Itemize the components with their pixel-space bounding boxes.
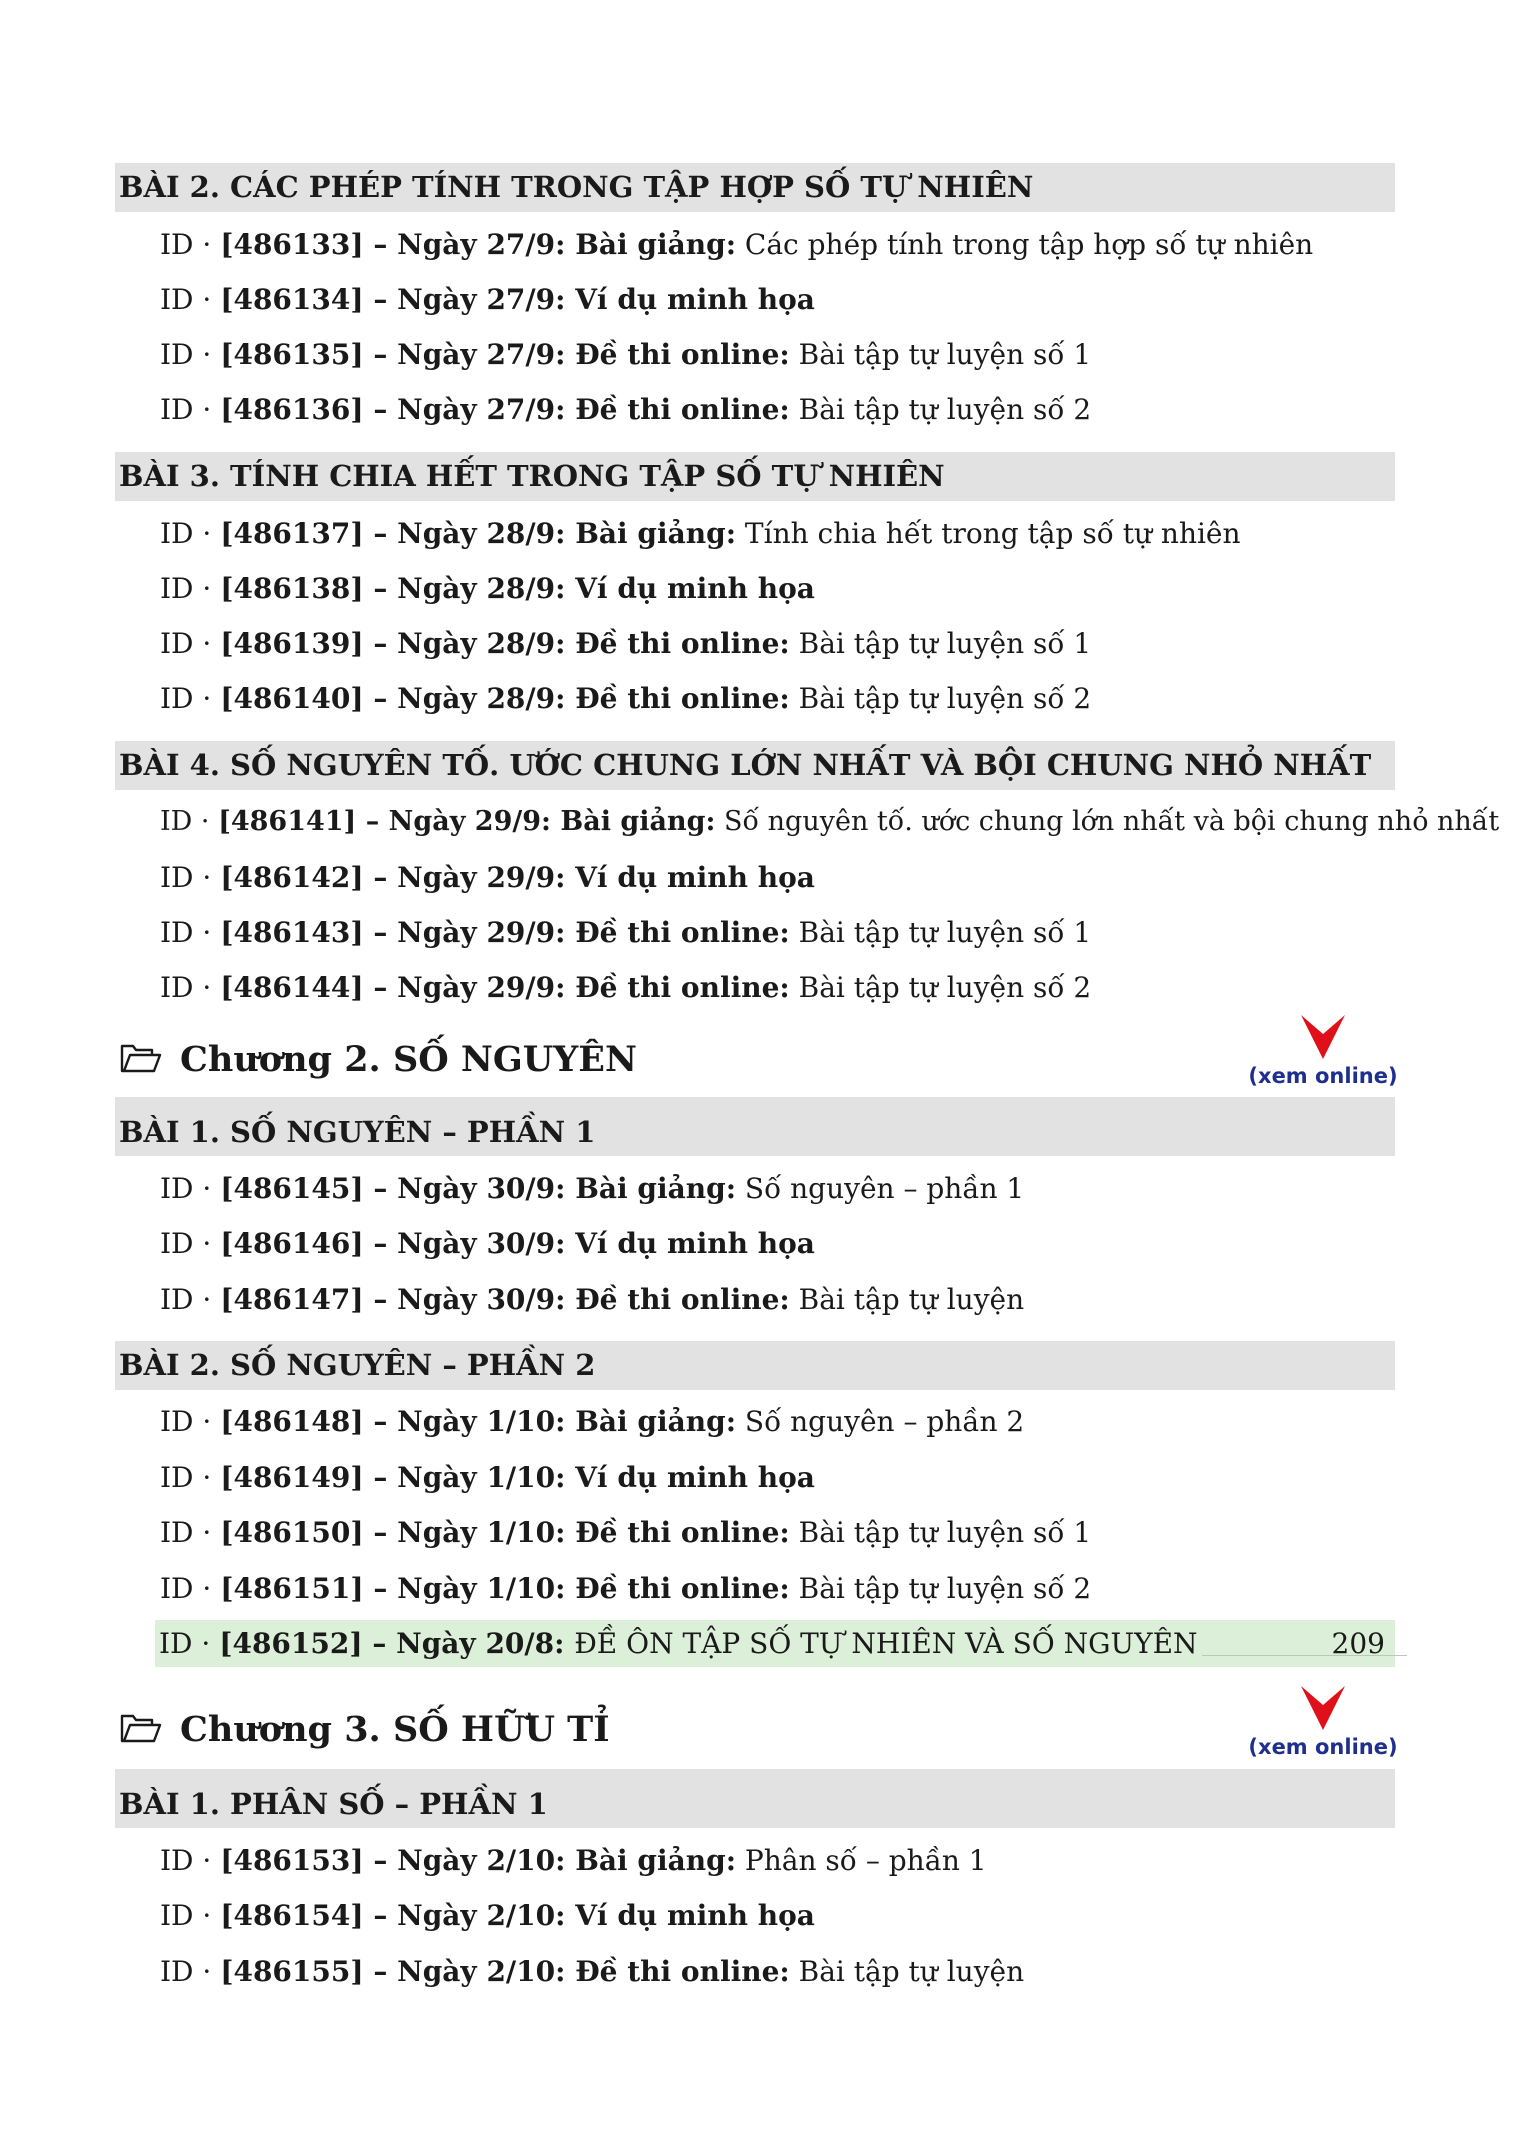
list-item[interactable]: ID · [486139] – Ngày 28/9: Đề thi online: Bài tập tự luyện số 1 <box>160 627 1092 660</box>
list-item[interactable]: ID · [486150] – Ngày 1/10: Đề thi online: Bài tập tự luyện số 1 <box>160 1516 1092 1549</box>
list-item[interactable]: ID · [486141] – Ngày 29/9: Bài giảng: Số nguyên tố. ước chung lớn nhất và bội chung nhỏ nhất <box>160 806 1500 837</box>
list-item[interactable]: ID · [486151] – Ngày 1/10: Đề thi online: Bài tập tự luyện số 2 <box>160 1572 1092 1605</box>
list-item[interactable]: ID · [486137] – Ngày 28/9: Bài giảng: Tính chia hết trong tập số tự nhiên <box>160 517 1241 550</box>
list-item[interactable]: ID · [486140] – Ngày 28/9: Đề thi online: Bài tập tự luyện số 2 <box>160 682 1092 715</box>
list-item[interactable]: ID · [486142] – Ngày 29/9: Ví dụ minh họa <box>160 861 815 894</box>
list-item[interactable]: ID · [486147] – Ngày 30/9: Đề thi online: Bài tập tự luyện <box>160 1283 1025 1316</box>
list-item[interactable]: ID · [486155] – Ngày 2/10: Đề thi online: Bài tập tự luyện <box>160 1955 1025 1988</box>
list-item[interactable]: ID · [486138] – Ngày 28/9: Ví dụ minh họa <box>160 572 815 605</box>
list-item[interactable]: ID · [486154] – Ngày 2/10: Ví dụ minh họa <box>160 1899 815 1932</box>
page-number: 209 <box>1331 1627 1385 1660</box>
lesson-header: BÀI 1. PHÂN SỐ – PHẦN 1 <box>115 1769 1395 1828</box>
review-exam-item[interactable]: ID · [486152] – Ngày 20/8: ĐỀ ÔN TẬP SỐ TỰ NHIÊN VÀ SỐ NGUYÊN 209 <box>155 1620 1395 1667</box>
red-arrow-icon <box>1298 1012 1348 1062</box>
list-item[interactable]: ID · [486146] – Ngày 30/9: Ví dụ minh họa <box>160 1227 815 1260</box>
list-item[interactable]: ID · [486148] – Ngày 1/10: Bài giảng: Số nguyên – phần 2 <box>160 1405 1025 1438</box>
list-item[interactable]: ID · [486135] – Ngày 27/9: Đề thi online: Bài tập tự luyện số 1 <box>160 338 1092 371</box>
lesson-header: BÀI 1. SỐ NGUYÊN – PHẦN 1 <box>115 1097 1395 1156</box>
chapter-title: Chương 2. SỐ NGUYÊN <box>120 1035 637 1085</box>
list-item[interactable]: ID · [486143] – Ngày 29/9: Đề thi online: Bài tập tự luyện số 1 <box>160 916 1092 949</box>
view-online-link[interactable]: (xem online) <box>1248 1683 1398 1759</box>
list-item[interactable]: ID · [486144] – Ngày 29/9: Đề thi online: Bài tập tự luyện số 2 <box>160 971 1092 1004</box>
red-arrow-icon <box>1298 1683 1348 1733</box>
chapter-title: Chương 3. SỐ HỮU TỈ <box>120 1705 610 1755</box>
list-item[interactable]: ID · [486136] – Ngày 27/9: Đề thi online: Bài tập tự luyện số 2 <box>160 393 1092 426</box>
folder-icon <box>120 1037 162 1087</box>
view-online-link[interactable]: (xem online) <box>1248 1012 1398 1088</box>
lesson-header: BÀI 4. SỐ NGUYÊN TỐ. ƯỚC CHUNG LỚN NHẤT VÀ BỘI CHUNG NHỎ NHẤT <box>115 741 1395 790</box>
lesson-header: BÀI 3. TÍNH CHIA HẾT TRONG TẬP SỐ TỰ NHIÊN <box>115 452 1395 501</box>
list-item[interactable]: ID · [486133] – Ngày 27/9: Bài giảng: Các phép tính trong tập hợp số tự nhiên <box>160 228 1314 261</box>
list-item[interactable]: ID · [486134] – Ngày 27/9: Ví dụ minh họa <box>160 283 815 316</box>
lesson-header: BÀI 2. SỐ NGUYÊN – PHẦN 2 <box>115 1341 1395 1390</box>
list-item[interactable]: ID · [486145] – Ngày 30/9: Bài giảng: Số nguyên – phần 1 <box>160 1172 1025 1205</box>
folder-icon <box>120 1707 162 1757</box>
lesson-header: BÀI 2. CÁC PHÉP TÍNH TRONG TẬP HỢP SỐ TỰ NHIÊN <box>115 163 1395 212</box>
list-item[interactable]: ID · [486149] – Ngày 1/10: Ví dụ minh họa <box>160 1461 815 1494</box>
list-item[interactable]: ID · [486153] – Ngày 2/10: Bài giảng: Phân số – phần 1 <box>160 1844 987 1877</box>
